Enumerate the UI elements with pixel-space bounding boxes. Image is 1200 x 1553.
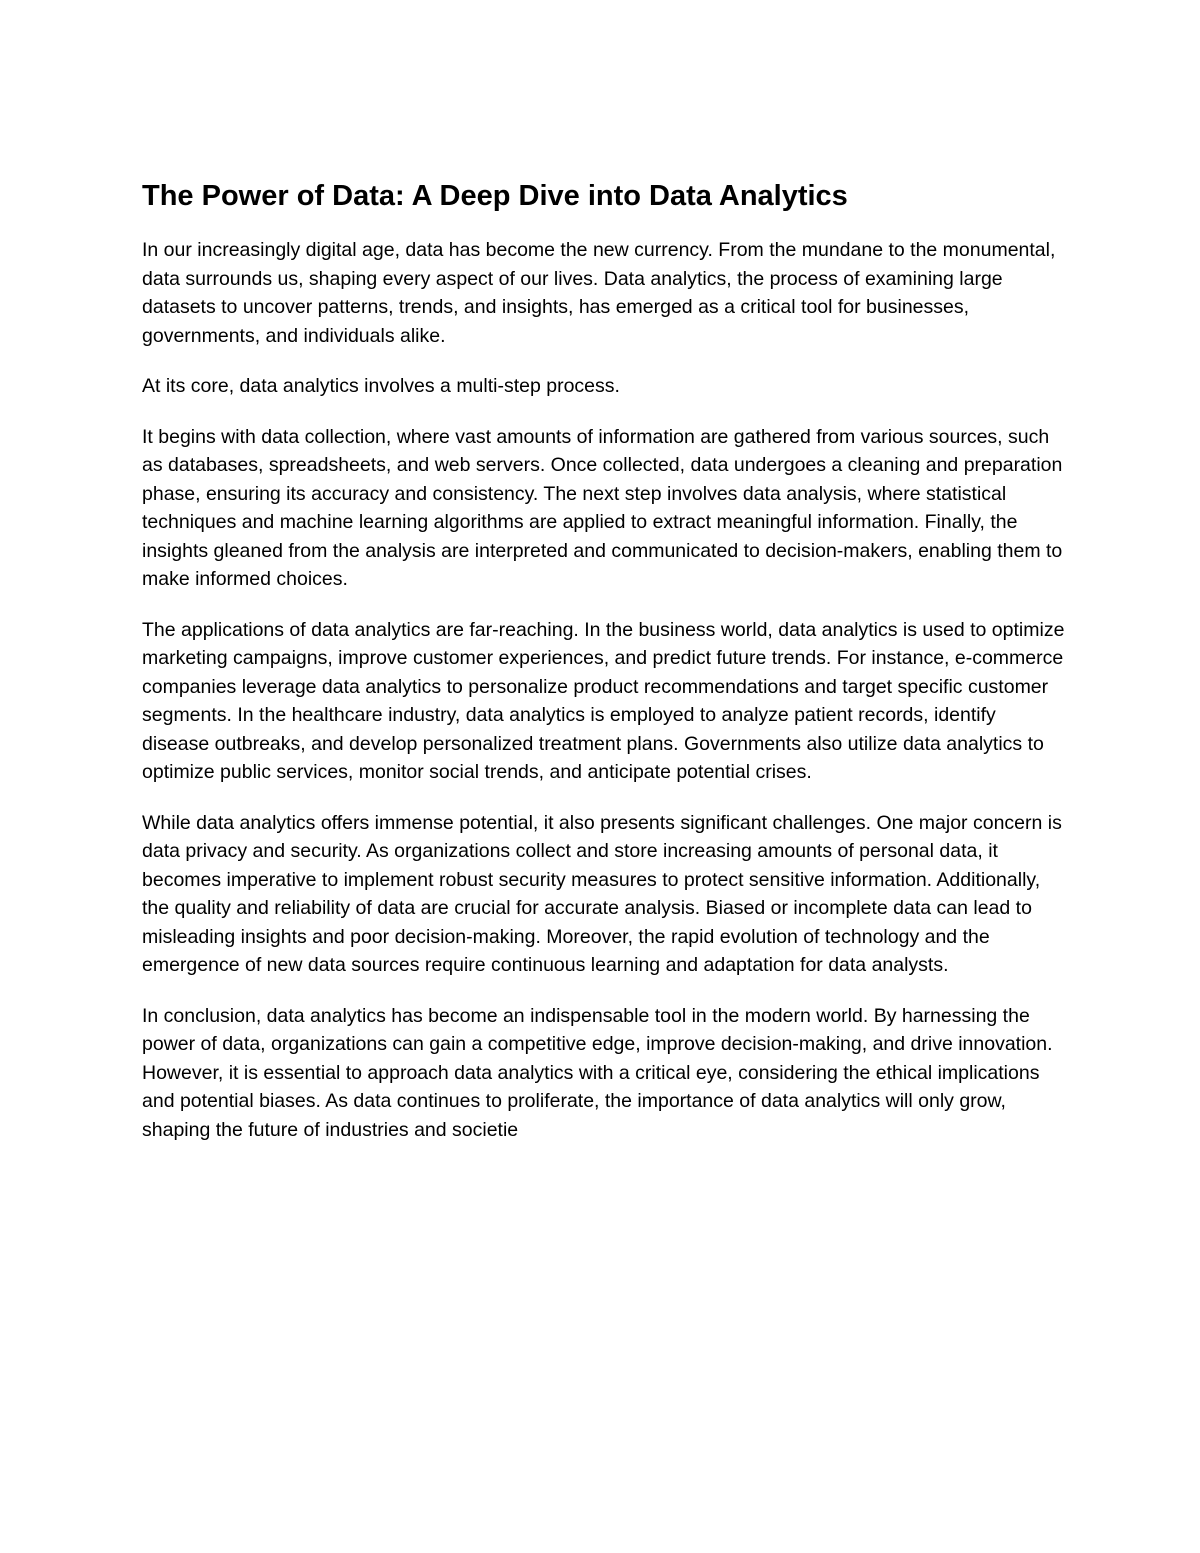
paragraph-applications: The applications of data analytics are far-reaching. In the business world, data analytics is used to optimize marketing campaigns, improve customer experiences, and predict future trends. For instance, e-commerce companies leverage data analytics to personalize product recommendations and target specific customer segments. In the healthcare industry, data analytics is employed to analyze patient records, identify disease outbreaks, and develop personalized treatment plans. Governments also utilize data analytics to optimize public services, monitor social trends, and anticipate potential crises. bbox=[142, 618, 1065, 783]
document-body bbox=[142, 176, 1067, 1166]
paragraph-core-process: At its core, data analytics involves a multi-step process. bbox=[142, 375, 620, 397]
paragraph-process-steps: It begins with data collection, where vast amounts of information are gathered from various sources, such as databases, spreadsheets, and web servers. Once collected, data undergoes a cleaning and preparation phase, ensuring its accuracy and consistency. The next step involves data analysis, where statistical techniques and machine learning algorithms are applied to extract meaningful information. Finally, the insights gleaned from the analysis are interpreted and communicated to decision-makers, enabling them to make informed choices. bbox=[142, 425, 1063, 590]
paragraph-conclusion: In conclusion, data analytics has become an indispensable tool in the modern world. By harnessing the power of data, organizations can gain a competitive edge, improve decision-making, and drive innovation. However, it is essential to approach data analytics with a critical eye, considering the ethical implications and potential biases. As data continues to proliferate, the importance of data analytics will only grow, shaping the future of industries and societie bbox=[142, 1004, 1053, 1141]
paragraph-introduction: In our increasingly digital age, data has become the new currency. From the mundane to the monumental, data surrounds us, shaping every aspect of our lives. Data analytics, the process of examining large datasets to uncover patterns, trends, and insights, has emerged as a critical tool for businesses, governments, and individuals alike. bbox=[142, 239, 1056, 347]
paragraph-challenges: While data analytics offers immense potential, it also presents significant challenges. One major concern is data privacy and security. As organizations collect and store increasing amounts of personal data, it becomes imperative to implement robust security measures to protect sensitive information. Additionally, the quality and reliability of data are crucial for accurate analysis. Biased or incomplete data can lead to misleading insights and poor decision-making. Moreover, the rapid evolution of technology and the emergence of new data sources require continuous learning and adaptation for data analysts. bbox=[142, 811, 1062, 976]
document-title: The Power of Data: A Deep Dive into Data Analytics bbox=[142, 180, 848, 212]
